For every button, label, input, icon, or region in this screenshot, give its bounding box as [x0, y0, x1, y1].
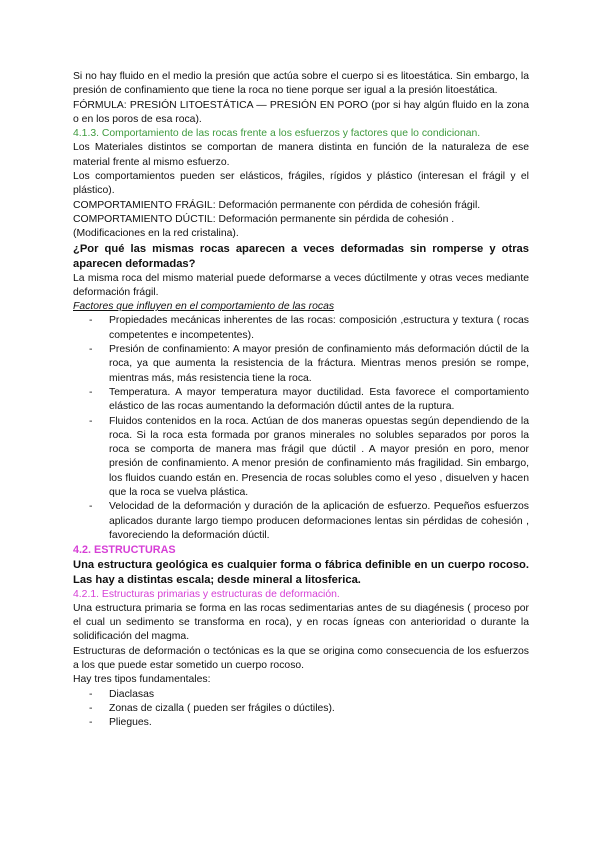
document-page — [73, 70, 529, 730]
paragraph-formula: FÓRMULA: PRESIÓN LITOESTÁTICA — PRESIÓN EN PORO (por si hay algún fluido en la zona o en los poros de esa roca). — [73, 99, 529, 125]
paragraph-litostatica: Si no hay fluido en el medio la presión que actúa sobre el cuerpo si es litoestática. Sin embargo, la presión de confinamiento que tiene la roca no tiene porque ser igual a la presión litoestática. — [73, 71, 529, 97]
list-item: - Propiedades mecánicas inherentes de las rocas: composición ,estructura y textura ( rocas competentes e incompetentes). — [89, 315, 529, 341]
paragraph-fragil: COMPORTAMIENTO FRÁGIL: Deformación permanente con pérdida de cohesión frágil. — [73, 199, 481, 211]
bullet-dash: - — [89, 717, 93, 729]
paragraph-estructura-deformacion: Estructuras de deformación o tectónicas es la que se origina como consecuencia de los esfuerzos a los que puede estar sometido un cuerpo rocoso. — [73, 645, 529, 671]
heading-4-2: 4.2. ESTRUCTURAS — [73, 544, 176, 557]
bullet-dash: - — [89, 501, 93, 513]
factors-list — [73, 314, 529, 543]
list-item: - Pliegues. — [73, 716, 529, 730]
paragraph-misma-roca: La misma roca del mismo material puede deformarse a veces dúctilmente y otras veces mediante deformación frágil. — [73, 272, 529, 298]
heading-4-1-3: 4.1.3. Comportamiento de las rocas frente a los esfuerzos y factores que lo condicionan. — [73, 128, 481, 140]
list-item: - Diaclasas — [73, 688, 529, 702]
paragraph-modificaciones: (Modificaciones en la red cristalina). — [73, 228, 239, 240]
types-list — [73, 688, 529, 731]
bullet-dash: - — [89, 415, 93, 427]
list-item: - Zonas de cizalla ( pueden ser frágiles o dúctiles). — [73, 702, 529, 716]
list-item: - Velocidad de la deformación y duración de la aplicación de esfuerzo. Pequeños esfuerzos aplicados durante largo tiempo producen deformaciones lentas sin pérdidas de cohesión , favoreciendo la deformación dúctil. — [89, 501, 529, 541]
bullet-dash: - — [89, 688, 93, 700]
heading-4-2-1: 4.2.1. Estructuras primarias y estructuras de deformación. — [73, 588, 340, 600]
paragraph-estructura-primaria: Una estructura primaria se forma en las rocas sedimentarias antes de su diagénesis ( proceso por el cual un sedimento se transforma en roca), y en rocas ígneas con anterioridad o durante la solidificación del magma. — [73, 602, 529, 643]
bullet-dash: - — [89, 702, 93, 714]
list-item: - Temperatura. A mayor temperatura mayor ductilidad. Esta favorece el comportamiento elástico de las rocas aumentando la deformación dúctil antes de la ruptura. — [89, 386, 529, 413]
paragraph-ductil: COMPORTAMIENTO DÚCTIL: Deformación permanente sin pérdida de cohesión . — [73, 213, 455, 225]
list-item: - Presión de confinamiento: A mayor presión de confinamiento más deformación dúctil de la roca, ya que aumenta la resistencia de la fráctura. Mientras menos presión se rompe, mientras más, más resistencia tiene la roca. — [89, 344, 529, 384]
paragraph-materiales: Los Materiales distintos se comportan de manera distinta en función de la naturaleza de ese material frente al mismo esfuerzo. — [73, 142, 529, 168]
bullet-dash: - — [89, 386, 93, 398]
factores-title: Factores que influyen en el comportamiento de las rocas — [73, 301, 335, 313]
bullet-dash: - — [89, 344, 93, 356]
bullet-dash: - — [89, 315, 93, 327]
paragraph-tres-tipos: Hay tres tipos fundamentales: — [73, 674, 211, 686]
list-item: - Fluidos contenidos en la roca. Actúan de dos maneras opuestas según dependiendo de la roca. Si la roca esta formada por granos minerales no solubles separados por poros la roca se comporta de manera mas frágil que dúctil . A mayor presión en poro, menor presión de confinamiento. A menor presión de confinamiento más fragilidad. Sin embargo, los fluidos cuando están en. Presencia de rocas solubles como el yeso , disuelven y hacen que la roca se vuelva plástica. — [89, 415, 529, 499]
question-heading: ¿Por qué las mismas rocas aparecen a veces deformadas sin romperse y otras aparecen deformadas? — [73, 242, 529, 270]
definition-estructura: Una estructura geológica es cualquier forma o fábrica definible en un cuerpo rocoso. Las hay a distintas escala; desde mineral a litosferica. — [73, 558, 529, 586]
paragraph-comportamientos: Los comportamientos pueden ser elásticos, frágiles, rígidos y plástico (interesan el frágil y el plástico). — [73, 171, 529, 197]
